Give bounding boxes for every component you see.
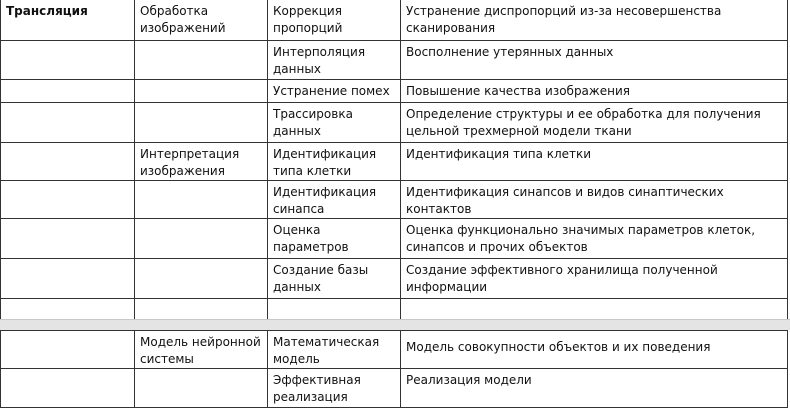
task-cell: Математическая модель [268, 331, 401, 369]
category-cell [135, 80, 268, 103]
task-cell: Коррекция пропорций [268, 0, 401, 41]
table-row [1, 369, 788, 408]
category-cell [135, 181, 268, 219]
task-cell: Создание базы данных [268, 259, 401, 299]
table-row [1, 259, 788, 299]
category-cell: Обработка изображений [135, 0, 268, 41]
stage-cell [1, 80, 135, 103]
task-cell: Идентификация типа клетки [268, 143, 401, 181]
task-cell: Интерполяция данных [268, 41, 401, 80]
category-cell: Интерпретация изображения [135, 143, 268, 181]
stage-cell [1, 369, 135, 408]
description-cell: Реализация модели [401, 369, 788, 408]
stage-cell [1, 181, 135, 219]
category-cell [135, 369, 268, 408]
description-cell: Определение структуры и ее обработка для получения цельной трехмерной модели ткани [401, 103, 788, 143]
table-row [1, 331, 788, 369]
stage-cell [1, 259, 135, 299]
description-cell: Повышение качества изображения [401, 80, 788, 103]
category-cell [135, 41, 268, 80]
table-row [1, 41, 788, 80]
description-cell: Идентификация синапсов и видов синаптических контактов [401, 181, 788, 219]
description-cell: Оценка функционально значимых параметров клеток, синапсов и прочих объектов [401, 219, 788, 259]
stage-cell [1, 219, 135, 259]
page-2 [0, 330, 790, 409]
stage-cell [1, 143, 135, 181]
stage-cell [1, 41, 135, 80]
task-cell: Трассировка данных [268, 103, 401, 143]
description-cell: Модель совокупности объектов и их поведения [401, 331, 788, 369]
description-cell: Идентификация типа клетки [401, 143, 788, 181]
category-cell [135, 103, 268, 143]
translation-table-continued [0, 330, 788, 408]
table-row [1, 219, 788, 259]
category-cell [135, 219, 268, 259]
table-row [1, 143, 788, 181]
table-row [1, 0, 788, 41]
table-row [1, 103, 788, 143]
task-cell: Оценка параметров [268, 219, 401, 259]
task-cell: Устранение помех [268, 80, 401, 103]
category-cell: Модель нейронной системы [135, 331, 268, 369]
task-cell: Эффективная реализация [268, 369, 401, 408]
task-cell: Идентификация синапса [268, 181, 401, 219]
stage-cell: Трансляция [6, 4, 88, 18]
table-row [1, 299, 788, 320]
category-cell [135, 259, 268, 299]
stage-cell [1, 103, 135, 143]
description-cell: Создание эффективного хранилища полученной информации [401, 259, 788, 299]
stage-cell [1, 331, 135, 369]
table-row [1, 181, 788, 219]
description-cell: Устранение диспропорций из-за несовершенства сканирования [401, 0, 788, 41]
table-row [1, 80, 788, 103]
description-cell: Восполнение утерянных данных [401, 41, 788, 80]
